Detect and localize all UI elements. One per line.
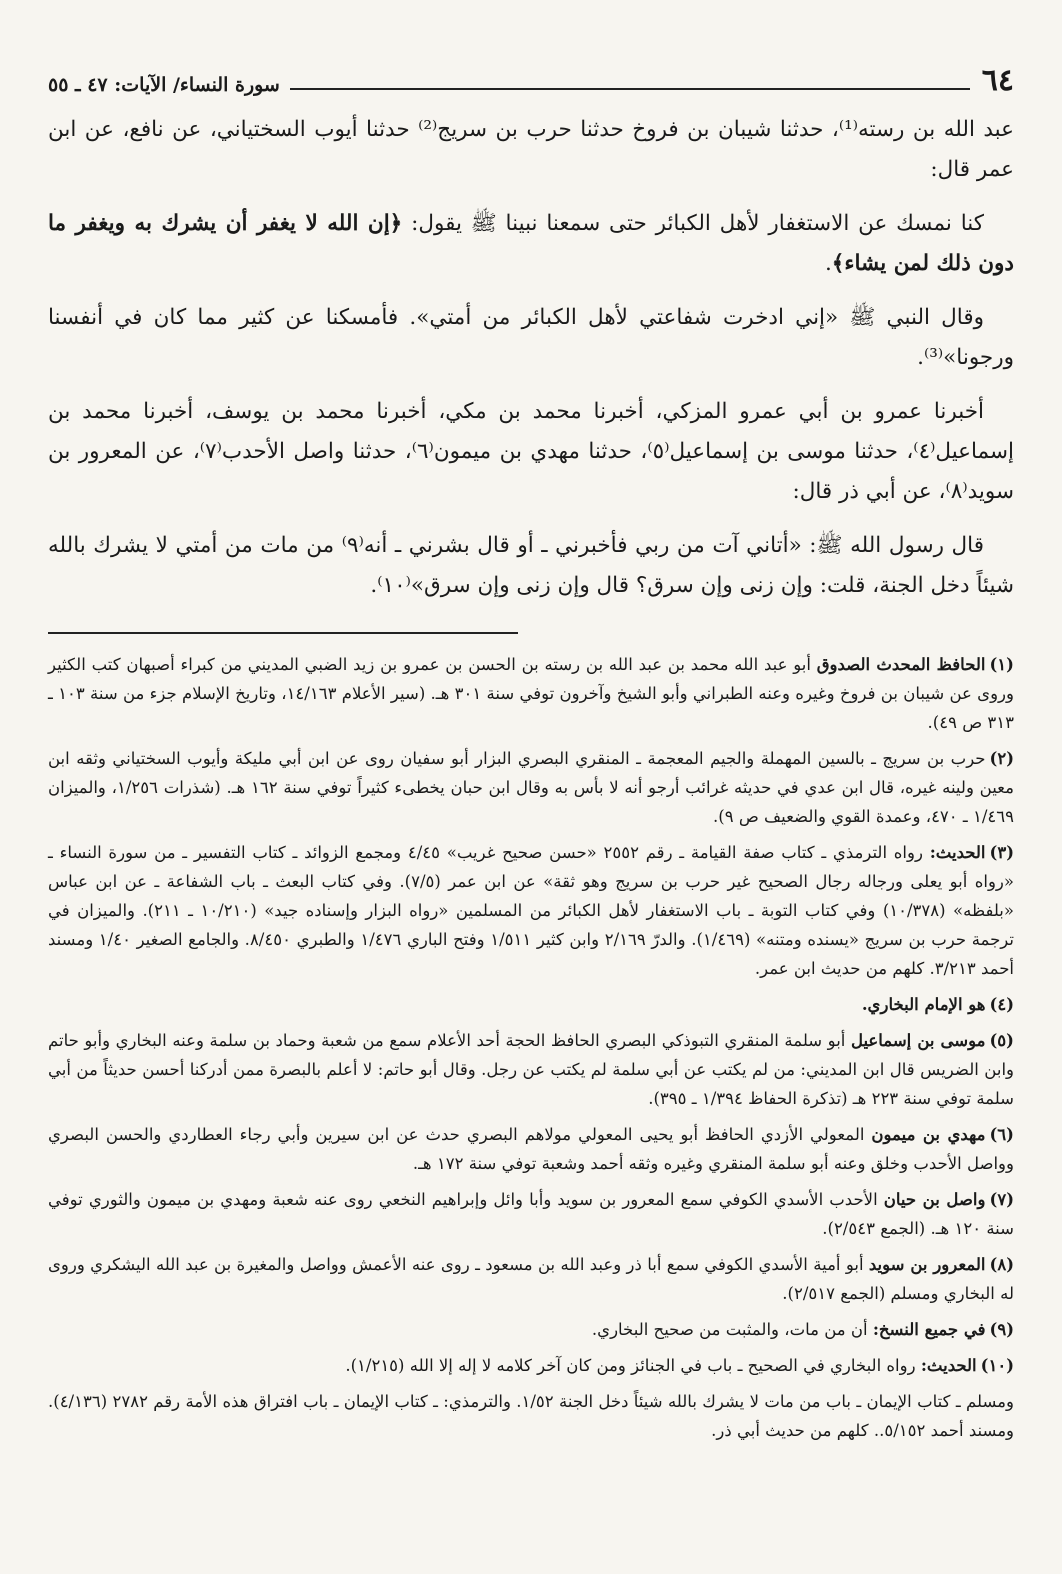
footnote-title: الحديث: — [929, 843, 986, 862]
footnote-number: (٩) — [989, 1320, 1014, 1339]
footnote-10 — [48, 1351, 1014, 1380]
verse-end: . — [824, 251, 832, 276]
footnote-text: أن من مات، والمثبت من صحيح البخاري. — [591, 1320, 873, 1339]
footnote-title: الحديث: — [920, 1356, 977, 1375]
page-number: ٦٤ — [981, 63, 1014, 98]
footnote-title: واصل بن حيان — [883, 1190, 986, 1209]
footnote-text: رواه الترمذي ـ كتاب صفة القيامة ـ رقم ٢٥٥٢ «حسن صحيح غريب» ٤/٤٥ ومجمع الزوائد ـ كتاب التفسير ـ من سورة النساء ـ «رواه أبو يعلى ورجاله رجال الصحيح غير حرب بن سريج وهو ثقة» عن ابن عمر (٧/٥). وفي كتاب البعث ـ باب الشفاعة ـ عن ابن عباس «بلفظه» (١٠/٣٧٨) وفي كتاب التوبة ـ باب الاستغفار لأهل الكبائر من المسلمين «رواه البزار وإسناده جيد» (١٠/٢١٠ ـ ٢١١). والميزان في ترجمة حرب بن سريج «يسنده ومتنه» (١/٤٦٩). والدرّ ٢/١٦٩ وابن كثير ١/٥١١ وفتح الباري ١/٤٧٦ والطبري ٨/٤٥٠. والجامع الصغير ١/٤٠ ومسند أحمد ٣/٢١٣. كلهم من حديث ابن عمر. — [48, 843, 1014, 978]
header-rule — [290, 88, 970, 90]
footnote-4 — [48, 990, 1014, 1019]
footnote-number: (٥) — [989, 1031, 1014, 1050]
footnote-title: موسى بن إسماعيل — [850, 1031, 986, 1050]
footnote-6 — [48, 1120, 1014, 1178]
footnote-2 — [48, 744, 1014, 831]
footnote-text: أبو سلمة المنقري التبوذكي البصري الحافظ الحجة أحد الأعلام سمع من شعبة وحماد بن سلمة وعنه البخاري وأبو حاتم وابن الضريس قال ابن المديني: من لم يكتب عن أبي سلمة لم يكتب عن رجل. وقال أبو حاتم: لا أعلم بالبصرة ممن أدركنا أحسن حديثاً من أبي سلمة توفي سنة ٢٢٣ هـ (تذكرة الحفاظ ١/٣٩٤ ـ ٣٩٥). — [48, 1031, 1014, 1108]
footnote-title: الحافظ المحدث الصدوق — [816, 655, 986, 674]
quran-verse: ﴿إن الله لا يغفر أن يشرك به ويغفر ما دون ذلك لمن يشاء﴾ — [48, 211, 1014, 276]
footnote-5 — [48, 1026, 1014, 1113]
footnote-3 — [48, 838, 1014, 983]
footnote-number: (٧) — [989, 1190, 1014, 1209]
footnote-text: أبو عبد الله محمد بن عبد الله بن رسته بن الحسن بن عمرو بن زيد الضبي المديني من كبراء أصبهان كتب الكثير وروى عن شيبان بن فروخ وغيره وعنه الطبراني وأبو الشيخ وآخرون توفي سنة ٣٠١ هـ. (سير الأعلام ١٤/١٦٣، وتاريخ الإسلام جزء من سنة ١٠٣ ـ ٣١٣ ص ٤٩). — [48, 655, 1014, 732]
footnote-10-continuation: ومسلم ـ كتاب الإيمان ـ باب من مات لا يشرك بالله شيئاً دخل الجنة ١/٥٢. والترمذي: ـ كتاب الإيمان ـ باب افتراق هذه الأمة رقم ٢٧٨٢ (٤/١٣٦). ومسند أحمد ٥/١٥٢.. كلهم من حديث أبي ذر. — [48, 1392, 1014, 1440]
footnote-number: (٦) — [989, 1125, 1014, 1144]
verse-lead: كنا نمسك عن الاستغفار لأهل الكبائر حتى سمعنا نبينا ﷺ يقول: — [402, 211, 984, 236]
footnote-text: المعولي الأزدي الحافظ أبو يحيى المعولي مولاهم البصري حدث عن ابن سيرين وأبي رجاء العطاردي والحسن البصري وواصل الأحدب وخلق وعنه أبو سلمة المنقري وغيره وثقه أحمد وشعبة توفي سنة ١٧٢ هـ. — [48, 1125, 1014, 1173]
footnote-number: (٣) — [989, 843, 1015, 862]
footnote-title: في جميع النسخ: — [872, 1320, 986, 1339]
footnote-number: (١٠) — [980, 1356, 1014, 1375]
footnotes — [48, 650, 1014, 1445]
footnote-title: المعرور بن سويد — [868, 1255, 986, 1274]
footnote-text: الأحدب الأسدي الكوفي سمع المعرور بن سويد وأبا وائل وإبراهيم النخعي روى عنه شعبة ومهدي بن ميمون والثوري توفي سنة ١٢٠ هـ. (الجمع ٢/٥٤٣). — [48, 1190, 1014, 1238]
paragraph-hadith-2: قال رسول الله ﷺ: «أتاني آت من ربي فأخبرني ـ أو قال بشرني ـ أنه⁽٩⁾ من مات من أمتي لا يشرك بالله شيئاً دخل الجنة، قلت: وإن زنى وإن سرق؟ قال وإن زنى وإن سرق»⁽١٠⁾. — [48, 533, 1014, 598]
footnote-text: حرب بن سريج ـ بالسين المهملة والجيم المعجمة ـ المنقري البصري البزار أبو سفيان روى عن ابن أبي مليكة وأيوب السختياني وثقه ابن معين ولينه غيره، قال ابن عدي في حديثه غرائب أرجو أنه لا بأس به وقال ابن حبان يخطىء كثيراً توفي سنة ١٦٢ هـ. (شذرات ١/٢٥٦، والميزان ١/٤٦٩ ـ ٤٧٠، وعمدة القوي والضعيف ص ٩). — [48, 749, 1014, 826]
footnote-title: هو الإمام البخاري. — [861, 995, 986, 1014]
paragraph-hadith-1: وقال النبي ﷺ «إني ادخرت شفاعتي لأهل الكبائر من أمتي». فأمسكنا عن كثير مما كان في أنفسنا ورجونا»⁽³⁾. — [48, 305, 1014, 370]
footnote-separator — [48, 632, 518, 634]
footnote-8 — [48, 1250, 1014, 1308]
footnote-1 — [48, 650, 1014, 737]
footnote-9 — [48, 1315, 1014, 1344]
footnote-title: مهدي بن ميمون — [871, 1125, 986, 1144]
main-text — [48, 110, 1014, 606]
footnote-7 — [48, 1185, 1014, 1243]
footnote-number: (١) — [989, 655, 1014, 674]
footnote-text: أبو أمية الأسدي الكوفي سمع أبا ذر وعبد الله بن مسعود ـ روى عنه الأعمش وواصل والمغيرة بن عبد الله اليشكري وروى له البخاري ومسلم (الجمع ٢/٥١٧). — [48, 1255, 1014, 1303]
footnote-number: (٤) — [989, 995, 1014, 1014]
footnote-text: رواه البخاري في الصحيح ـ باب في الجنائز ومن كان آخر كلامه لا إله إلا الله (١/٢١٥). — [345, 1356, 921, 1375]
page-header — [48, 50, 1014, 96]
paragraph-isnad-1: عبد الله بن رسته⁽¹⁾، حدثنا شيبان بن فروخ حدثنا حرب بن سريج⁽²⁾ حدثنا أيوب السختياني، عن نافع، عن ابن عمر قال: — [48, 117, 1014, 182]
paragraph-isnad-2: أخبرنا عمرو بن أبي عمرو المزكي، أخبرنا محمد بن مكي، أخبرنا محمد بن يوسف، أخبرنا محمد بن إسماعيل⁽٤⁾، حدثنا موسى بن إسماعيل⁽٥⁾، حدثنا مهدي بن ميمون⁽٦⁾، حدثنا واصل الأحدب⁽٧⁾، عن المعرور بن سويد⁽٨⁾، عن أبي ذر قال: — [48, 399, 1014, 504]
footnote-number: (٢) — [989, 749, 1014, 768]
running-title: سورة النساء/ الآيات: ٤٧ ـ ٥٥ — [48, 74, 280, 96]
footnote-number: (٨) — [989, 1255, 1014, 1274]
paragraph-verse — [48, 204, 1014, 284]
